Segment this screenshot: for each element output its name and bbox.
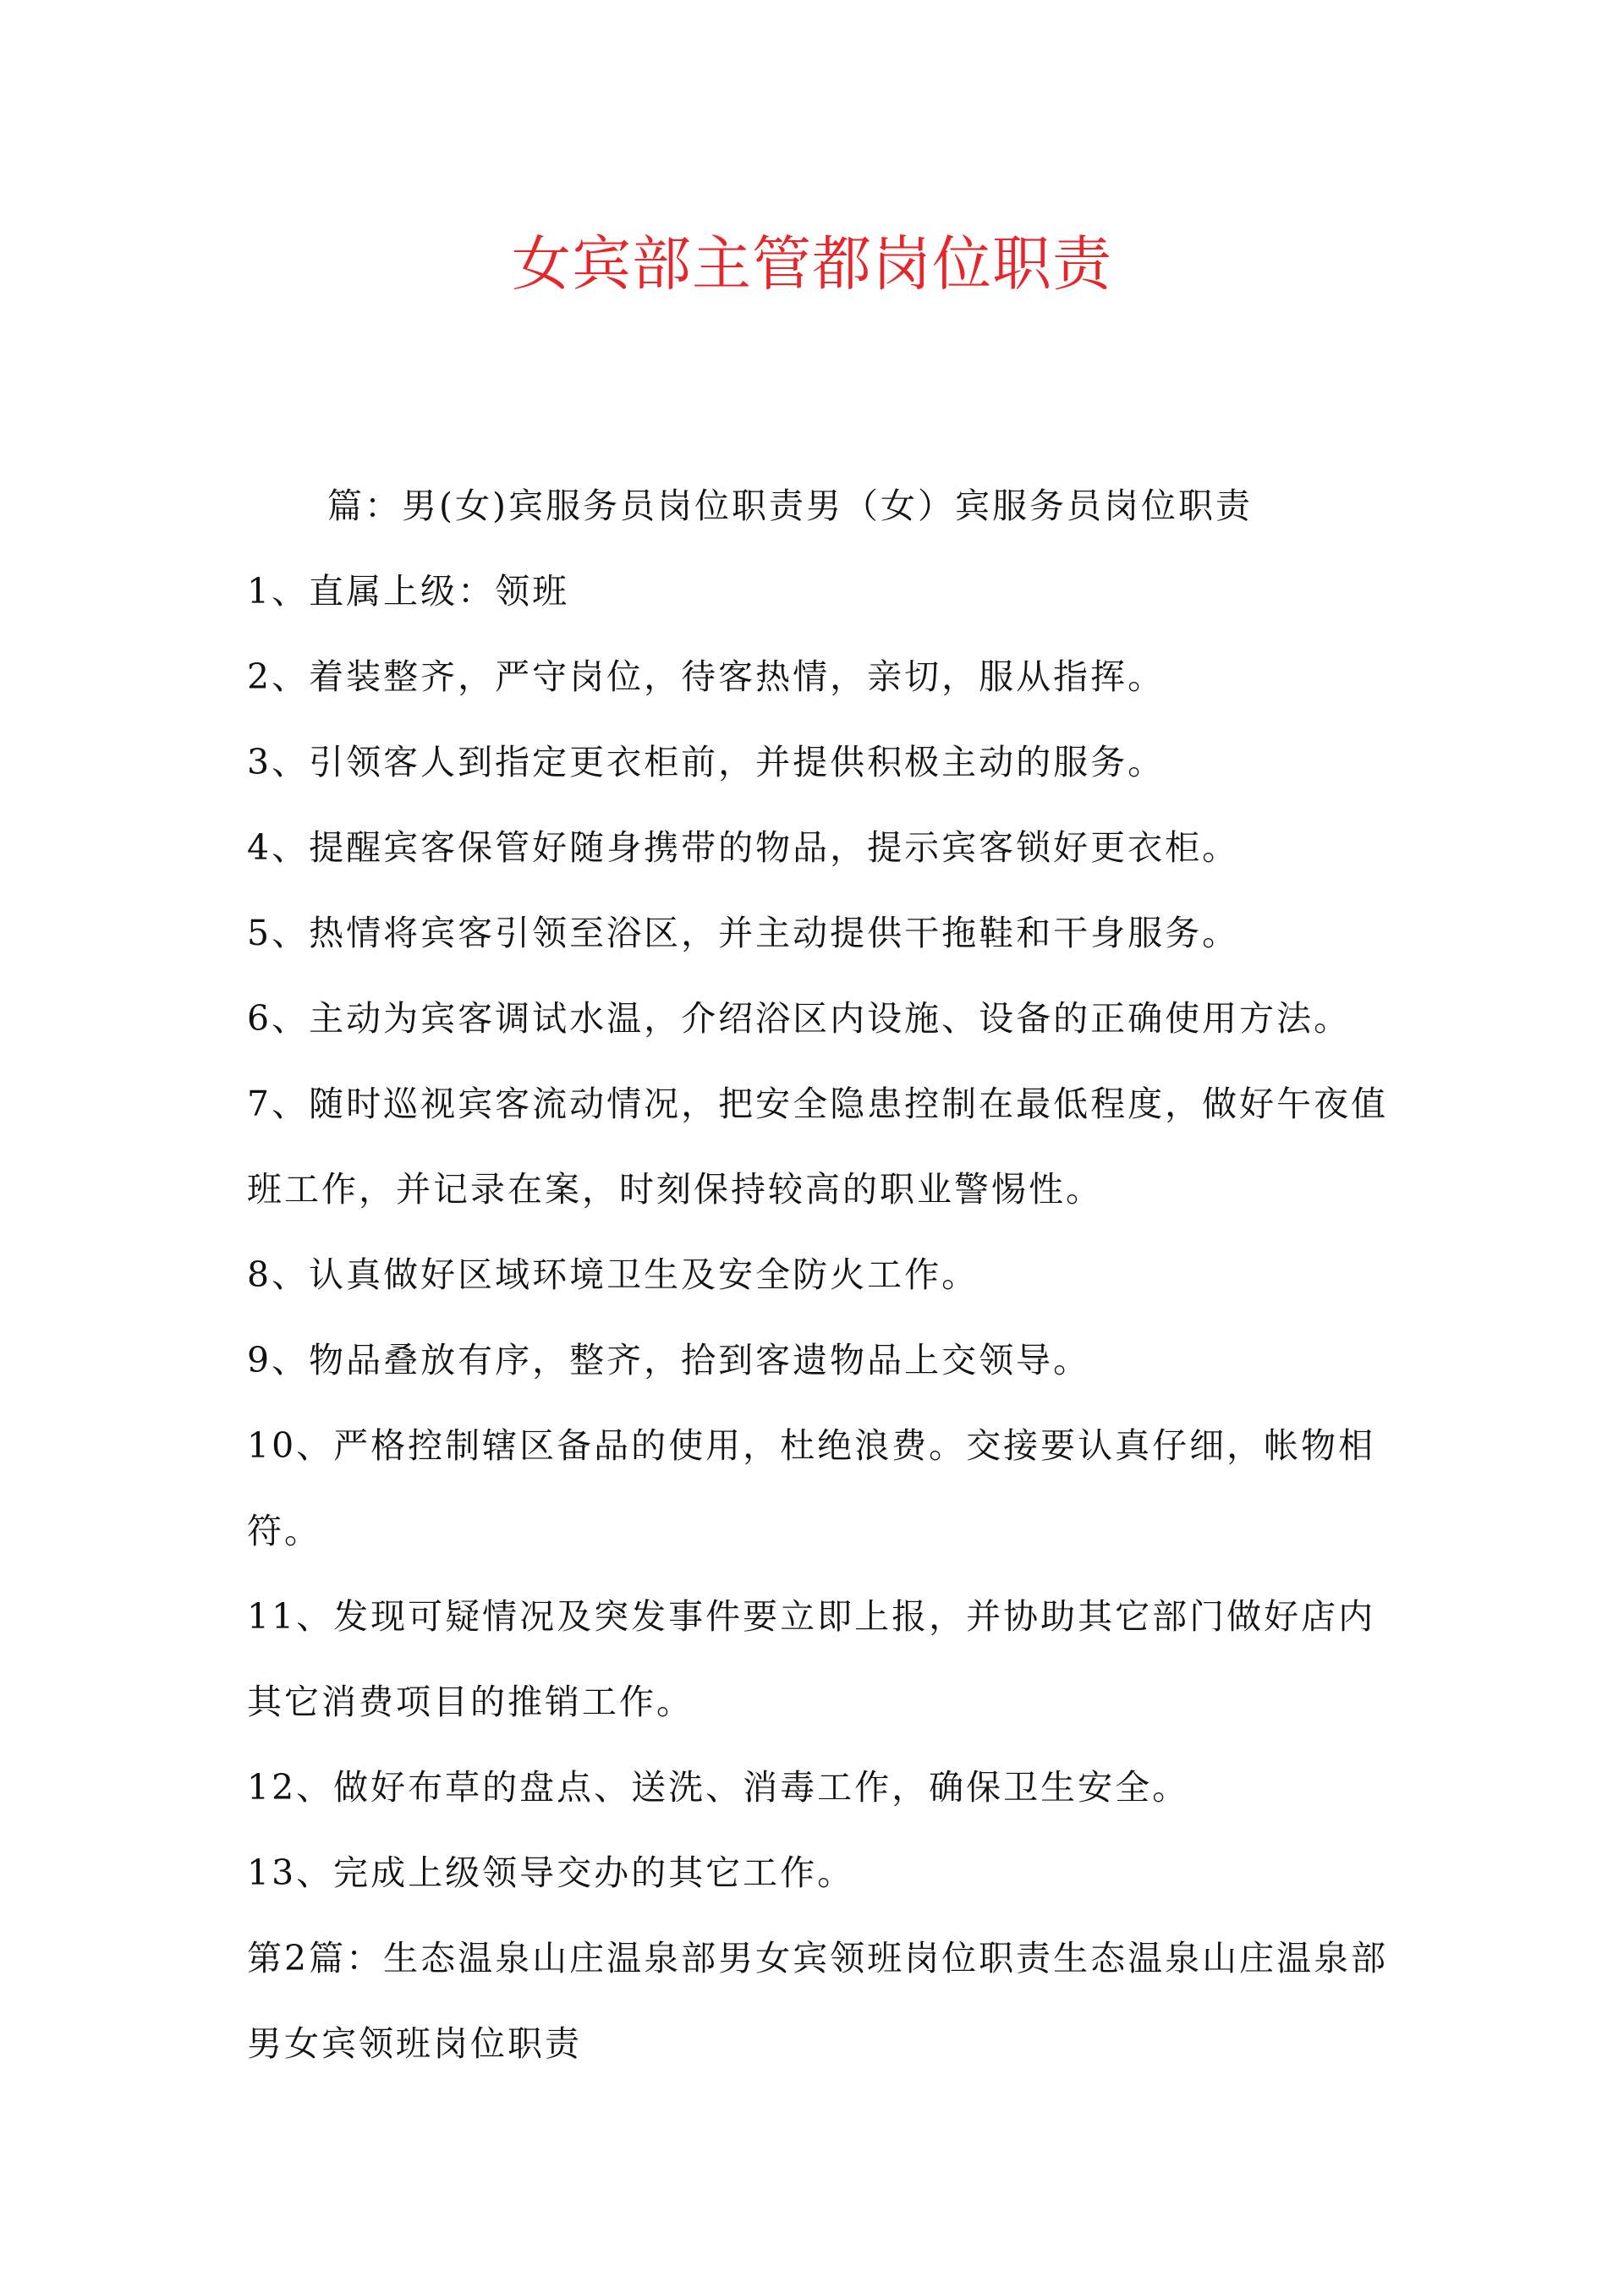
document-body [247,464,1391,2087]
duty-item-12: 12、做好布草的盘点、送洗、消毒工作，确保卫生安全。 [247,1767,1190,1808]
duty-item-13: 13、完成上级领导交办的其它工作。 [247,1852,855,1893]
duty-item-3: 3、引领客人到指定更衣柜前，并提供积极主动的服务。 [247,742,1166,782]
duty-item-8: 8、认真做好区域环境卫生及安全防火工作。 [247,1254,979,1295]
duty-item-5: 5、热情将宾客引领至浴区，并主动提供干拖鞋和干身服务。 [247,913,1240,953]
duty-item-4: 4、提醒宾客保管好随身携带的物品，提示宾客锁好更衣柜。 [247,827,1240,868]
duty-item-7: 7、随时巡视宾客流动情况，把安全隐患控制在最低程度，做好午夜值班工作，并记录在案，时刻保持较高的职业警惕性。 [247,1084,1389,1210]
duty-item-6: 6、主动为宾客调试水温，介绍浴区内设施、设备的正确使用方法。 [247,998,1352,1039]
section-2-heading: 第2篇：生态温泉山庄温泉部男女宾领班岗位职责生态温泉山庄温泉部男女宾领班岗位职责 [247,1938,1389,2064]
duty-item-1: 1、直属上级：领班 [247,571,570,612]
duty-item-11: 11、发现可疑情况及突发事件要立即上报，并协助其它部门做好店内其它消费项目的推销工作。 [247,1596,1376,1722]
section-heading: 篇：男(女)宾服务员岗位职责男（女）宾服务员岗位职责 [327,486,1253,526]
duty-item-2: 2、着装整齐，严守岗位，待客热情，亲切，服从指挥。 [247,656,1166,697]
document-title: 女宾部主管都岗位职责 [512,229,1112,299]
duty-item-9: 9、物品叠放有序，整齐，拾到客遗物品上交领导。 [247,1340,1091,1380]
duty-item-10: 10、严格控制辖区备品的使用，杜绝浪费。交接要认真仔细，帐物相符。 [247,1425,1376,1551]
